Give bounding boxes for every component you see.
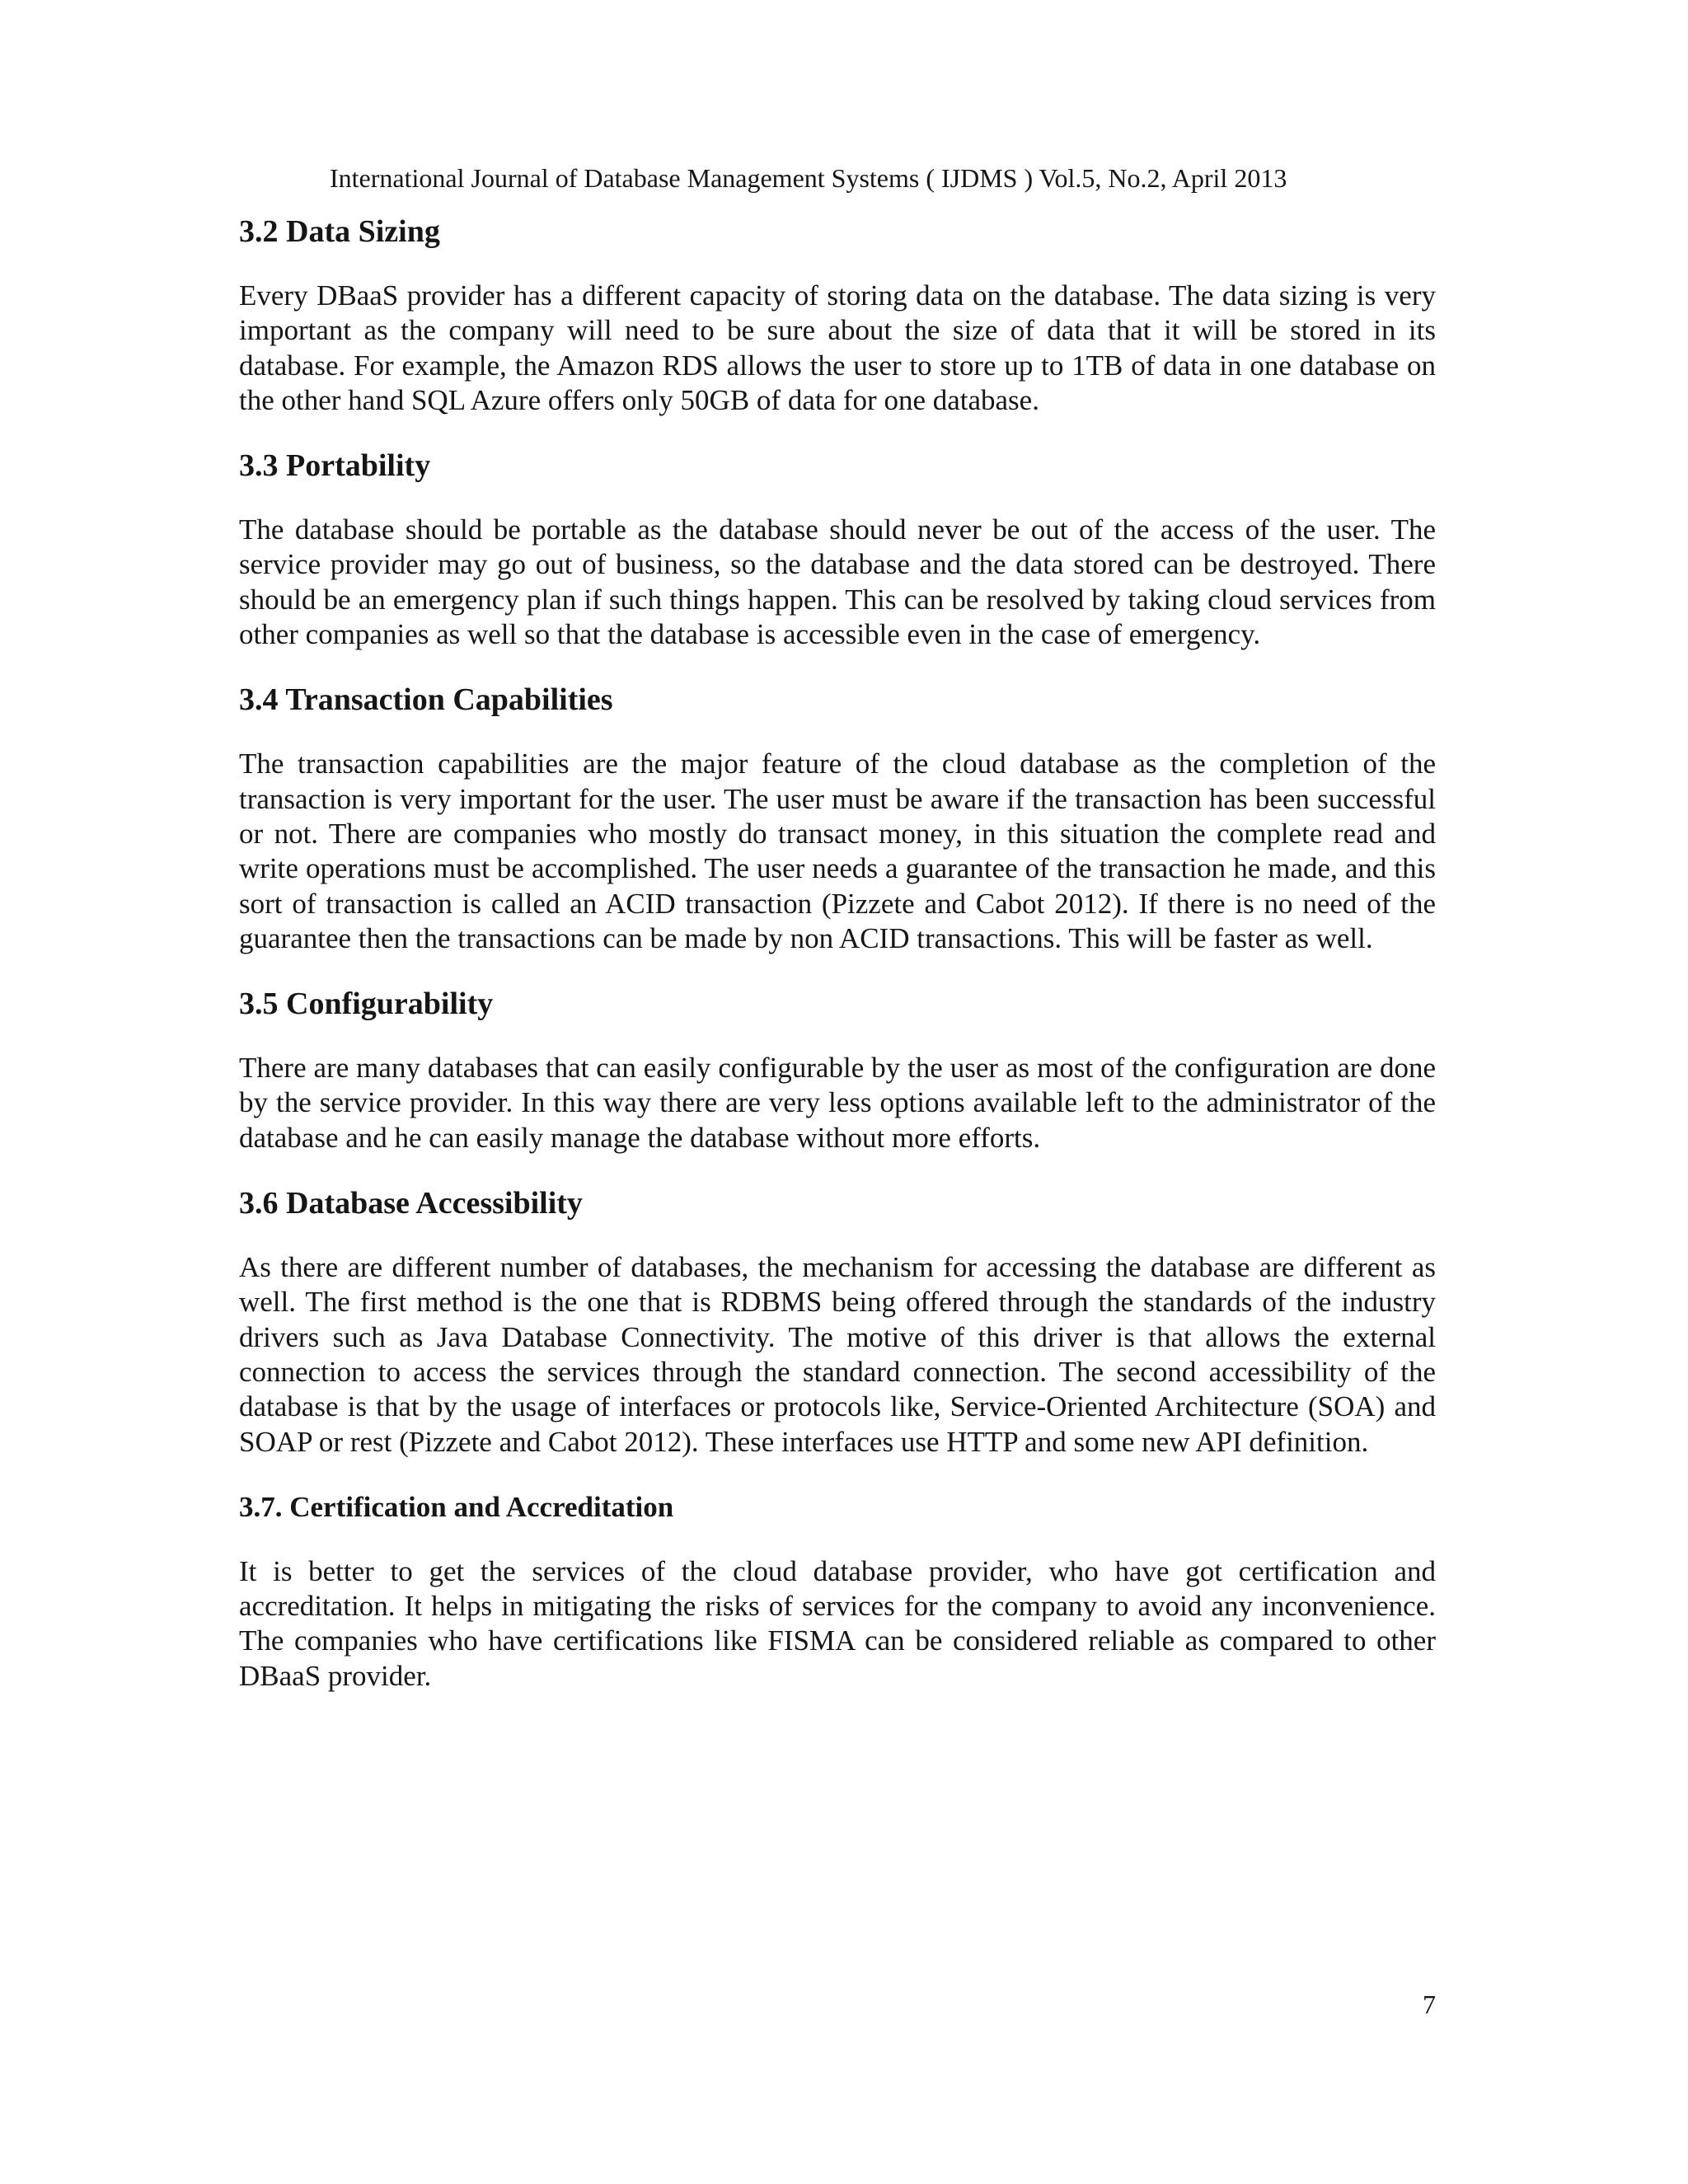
section-portability [239, 443, 1436, 652]
section-heading: 3.5 Configurability [239, 987, 494, 1022]
section-data-sizing [239, 209, 1436, 418]
section-certification-accreditation [239, 1484, 1436, 1694]
section-heading: 3.6 Database Accessibility [239, 1186, 583, 1221]
section-database-accessibility [239, 1180, 1436, 1460]
section-paragraph: As there are different number of databases, the mechanism for accessing the database are different as well. The first method is the one that is RDBMS being offered through the standards of the industry drivers such as Java Database Connectivity. The motive of this driver is that allows the external connection to access the services through the standard connection. The second accessibility of the database is that by the usage of interfaces or protocols like, Service-Oriented Architecture (SOA) and SOAP or rest (Pizzete and Cabot 2012). These interfaces use HTTP and some new API definition. [239, 1251, 1436, 1458]
section-paragraph: The transaction capabilities are the major feature of the cloud database as the completion of the transaction is very important for the user. The user must be aware if the transaction has been successful or not. There are companies who mostly do transact money, in this situation the complete read and write operations must be accomplished. The user needs a guarantee of the transaction he made, and this sort of transaction is called an ACID transaction (Pizzete and Cabot 2012). If there is no need of the guarantee then the transactions can be made by non ACID transactions. This will be faster as well. [239, 748, 1436, 954]
section-paragraph: Every DBaaS provider has a different capacity of storing data on the database. The data sizing is very important as the company will need to be sure about the size of data that it will be stored in its database. For example, the Amazon RDS allows the user to store up to 1TB of data in one database on the other hand SQL Azure offers only 50GB of data for one database. [239, 279, 1436, 416]
section-heading: 3.3 Portability [239, 448, 431, 484]
section-heading: 3.4 Transaction Capabilities [239, 682, 613, 718]
section-paragraph: It is better to get the services of the cloud database provider, who have got certification and accreditation. It helps in mitigating the risks of services for the company to avoid any inconvenience. The companies who have certifications like FISMA can be considered reliable as compared to other DBaaS provider. [239, 1554, 1436, 1692]
running-header: International Journal of Database Management Systems ( IJDMS ) Vol.5, No.2, April 2013 [330, 163, 1287, 193]
section-paragraph: The database should be portable as the database should never be out of the access of the user. The service provider may go out of business, so the database and the data stored can be destroyed. There should be an emergency plan if such things happen. This can be resolved by taking cloud services from other companies as well so that the database is accessible even in the case of emergency. [239, 513, 1436, 651]
article-body [239, 209, 1436, 1718]
section-transaction-capabilities [239, 677, 1436, 956]
section-configurability [239, 981, 1436, 1155]
section-heading: 3.7. Certification and Accreditation [239, 1490, 674, 1523]
section-heading: 3.2 Data Sizing [239, 214, 440, 249]
page-number: 7 [1423, 1990, 1436, 2019]
section-paragraph: There are many databases that can easily configurable by the user as most of the configuration are done by the service provider. In this way there are very less options available left to the administrator of the database and he can easily manage the database without more efforts. [239, 1052, 1436, 1154]
